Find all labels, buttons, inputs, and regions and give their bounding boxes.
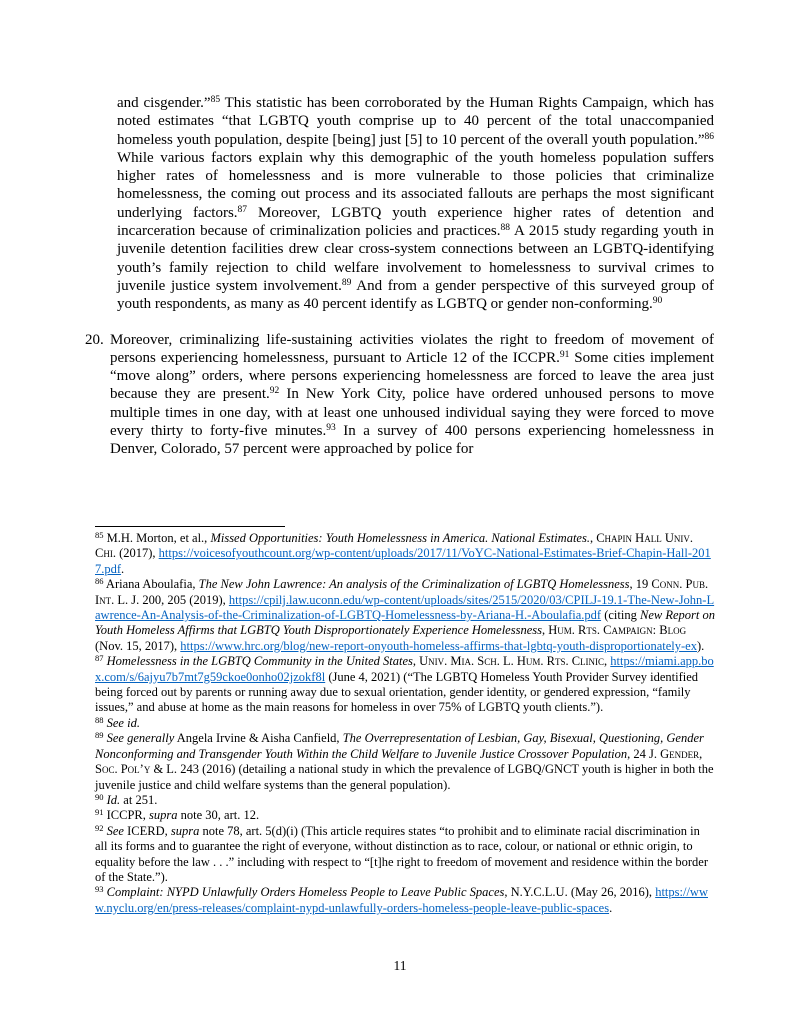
text-run: , 19 xyxy=(629,577,652,592)
footnote-90 xyxy=(95,793,715,808)
small-caps-text: Univ. Mia. Sch. L. Hum. Rts. Clinic xyxy=(419,654,605,669)
text-run: . xyxy=(609,900,613,915)
text-run: Moreover, criminalizing life-sustaining activities violates the right to freedom of movement of persons experiencing homelessness, pursuant to Article 12 of the ICCPR. xyxy=(110,331,714,366)
small-caps-text: Chapin Hall Univ. Chi. xyxy=(95,531,693,561)
footnote-number: 92 xyxy=(95,822,104,833)
text-run: . xyxy=(121,561,125,576)
footnotes-section xyxy=(95,531,715,916)
text-run: , xyxy=(589,531,597,545)
small-caps-text: Hum. Rts. Campaign: Blog xyxy=(548,623,687,638)
italic-text: Complaint: NYPD Unlawfully Orders Homeless People to Leave Public Spaces xyxy=(106,885,505,900)
footnote-ref: 85 xyxy=(210,95,221,105)
text-run: ). xyxy=(696,638,705,653)
footnote-ref: 91 xyxy=(559,349,570,360)
text-run: M.H. Morton, et al., xyxy=(103,531,211,545)
text-run: 243 (2016) (detailing a national study in which the prevalence of LGBQ/GNCT youth is higher in both the juvenile justice and child welfare systems than the general population). xyxy=(95,762,714,792)
footnote-93 xyxy=(95,885,715,916)
italic-text: Id. xyxy=(106,792,121,807)
hyperlink[interactable]: https://cpilj.law.uconn.edu/wp-content/uploads/sites/2515/2020/03/CPILJ-19.1-The-New-John-Lawrence-An-Analysis-of-the-Criminalization-of-LGBTQ-Homelessness-by-Ariana-H.-Aboulafia.pdf xyxy=(95,592,715,623)
footnote-ref: 90 xyxy=(652,296,663,307)
paragraph-20-text xyxy=(110,331,714,459)
footnote-number: 90 xyxy=(95,791,104,802)
footnote-number: 85 xyxy=(95,530,104,540)
italic-text: Homelessness in the LGBTQ Community in the United States xyxy=(106,654,413,669)
hyperlink[interactable]: https://www.hrc.org/blog/new-report-onyouth-homeless-affirms-that-lgbtq-youth-disproportionately-ex xyxy=(180,638,697,653)
text-run: While various factors explain why this demographic of the youth homeless population suffers higher rates of homelessness and is more vulnerable to those policies that criminalize homelessness, the coming out process and its associated fallouts are perhaps the most significant underlying factors. xyxy=(117,149,714,221)
text-run: Ariana Aboulafia, xyxy=(103,577,199,592)
small-caps-text: J. Gender, Soc. Pol’y & L. xyxy=(95,746,703,777)
footnote-number: 87 xyxy=(95,653,104,664)
italic-text: The New John Lawrence: An analysis of the Criminalization of LGBTQ Homelessness xyxy=(198,577,630,592)
footnote-91 xyxy=(95,808,715,823)
hyperlink[interactable]: https://miami.app.box.com/s/6ajyu7b7mt7g59ckoe0onho02jzokf8l xyxy=(95,654,714,684)
text-run: ICCPR, xyxy=(103,808,150,823)
text-run: (citing xyxy=(601,608,640,623)
text-run: In New York City, police have ordered unhoused persons to move multiple times in one day, with at least one unhoused individual saying they were forced to move every thirty to forty-five minutes. xyxy=(110,386,715,440)
italic-text: See id. xyxy=(106,715,140,730)
text-run: This statistic has been corroborated by the Human Rights Campaign, which has noted estimates “that LGBTQ youth comprise up to 40 percent of the total unaccompanied homeless youth population, despite [being] just [5] to 10 percent of the overall youth population.” xyxy=(117,95,714,148)
text-run: , xyxy=(542,623,549,638)
text-run: (June 4, 2021) (“The LGBTQ Homeless Youth Provider Survey identified being forced out by parents or running away due to sexual orientation, gender identity, or gendered expression, “family issues,” and abuse at home as the main reasons for homeless in over 75% of LGBTQ youth clients.”). xyxy=(95,669,699,715)
text-run: , xyxy=(412,654,420,669)
footnote-85 xyxy=(95,531,715,577)
text-run: , xyxy=(604,654,611,669)
footnote-number: 88 xyxy=(95,714,104,725)
text-run: note 78, art. 5(d)(i) (This article requires states “to prohibit and to eliminate racial discrimination in all its forms and to guarantee the right of everyone, without distinction as to race, colour, or national or ethnic origin, to equality before the law . . .” including with respect to “[t]he right to freedom of movement and residence within the border of the State.”). xyxy=(95,823,708,884)
text-run: And from a gender perspective of this surveyed group of youth respondents, as many as 40 percent identify as LGBTQ or gender non-conforming. xyxy=(117,277,714,313)
page-number: 11 xyxy=(393,958,407,973)
footnote-ref: 88 xyxy=(500,223,510,234)
text-run: at 251. xyxy=(120,792,158,807)
text-run: In a survey of 400 persons experiencing homelessness in Denver, Colorado, 57 percent were approached by police for xyxy=(110,423,714,458)
italic-text: supra xyxy=(170,823,200,838)
text-run: Angela Irvine & Aisha Canfield, xyxy=(174,731,343,746)
footnote-88 xyxy=(95,716,715,731)
text-run: ICERD, xyxy=(123,823,171,838)
italic-text: The Overrepresentation of Lesbian, Gay, Bisexual, Questioning, Gender Nonconforming and Transgender Youth Within the Child Welfare to Juvenile Justice Crossover Population xyxy=(95,731,704,761)
text-run: , 24 xyxy=(627,746,650,761)
numbered-paragraph-20 xyxy=(85,331,714,459)
text-run: Some cities implement “move along” orders, where persons experiencing homelessness are forced to leave the area just because they are present. xyxy=(110,349,714,403)
footnote-87 xyxy=(95,654,715,716)
text-run: Moreover, LGBTQ youth experience higher rates of detention and incarceration because of criminalization policies and practices. xyxy=(117,204,714,240)
italic-text: New Report on Youth Homeless Affirms that LGBTQ Youth Disproportionately Experience Homelessness xyxy=(95,608,715,638)
footnote-92 xyxy=(95,824,715,886)
footnote-number: 93 xyxy=(95,884,104,895)
footnote-separator xyxy=(95,526,285,527)
italic-text: Missed Opportunities: Youth Homelessness in America. National Estimates. xyxy=(210,531,590,545)
footnote-ref: 87 xyxy=(237,204,248,215)
footnote-ref: 89 xyxy=(341,277,352,288)
footnote-ref: 92 xyxy=(269,386,280,397)
paragraph-19-continuation xyxy=(117,94,714,314)
body-text xyxy=(0,94,800,459)
text-run: , N.Y.C.L.U. (May 26, 2016), xyxy=(504,885,656,900)
italic-text: See generally xyxy=(106,731,175,746)
footnote-86 xyxy=(95,577,715,654)
small-caps-text: Conn. Pub. Int. L. J. xyxy=(95,577,709,607)
footnote-ref: 86 xyxy=(704,131,714,142)
text-run: (Nov. 15, 2017), xyxy=(95,638,181,653)
text-run: note 30, art. 12. xyxy=(177,808,260,823)
footnote-number: 86 xyxy=(95,576,104,587)
text-run: and cisgender.” xyxy=(117,95,211,111)
text-run: 200, 205 (2019), xyxy=(139,592,229,607)
footnote-ref: 93 xyxy=(326,423,336,434)
italic-text: See xyxy=(106,823,124,838)
italic-text: supra xyxy=(149,808,178,823)
footnote-89 xyxy=(95,731,715,793)
footnote-number: 91 xyxy=(95,807,104,818)
footnote-number: 89 xyxy=(95,730,104,741)
text-run: (2017), xyxy=(115,546,159,561)
paragraph-number: 20. xyxy=(85,331,104,348)
hyperlink[interactable]: https://www.nyclu.org/en/press-releases/complaint-nypd-unlawfully-orders-homeless-people-leave-public-spaces xyxy=(95,885,708,915)
text-run: A 2015 study regarding youth in juvenile detention facilities drew clear cross-system connections between an LGBTQ-identifying youth’s family rejection to child welfare involvement to homelessness to survival crimes to juvenile justice system involvement. xyxy=(117,223,714,294)
hyperlink[interactable]: https://voicesofyouthcount.org/wp-content/uploads/2017/11/VoYC-National-Estimates-Brief-Chapin-Hall-2017.pdf xyxy=(95,546,711,576)
